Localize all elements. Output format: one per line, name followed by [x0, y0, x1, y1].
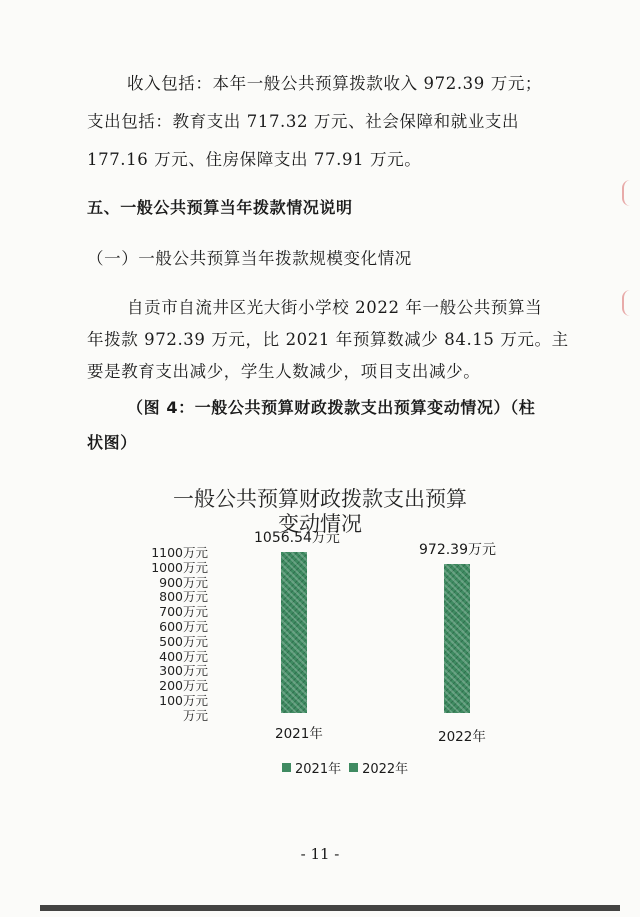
- y-tick-label: 1000万元: [151, 559, 208, 575]
- body-para-2: 年拨款 972.39 万元，比 2021 年预算数减少 84.15 万元。主: [87, 330, 569, 349]
- y-tick-label: 800万元: [159, 589, 208, 605]
- stamp-mark: [622, 180, 640, 206]
- legend-swatch-2022: [349, 763, 358, 772]
- bar-2022年: [444, 564, 470, 713]
- legend-label-2022: 2022年: [362, 762, 409, 777]
- y-tick-label: 100万元: [159, 693, 208, 708]
- chart-title-line1: 一般公共预算财政拨款支出预算: [173, 487, 467, 511]
- figure-caption: （图 4：一般公共预算财政拨款支出预算变动情况）（柱: [127, 398, 536, 417]
- section-heading: 五、一般公共预算当年拨款情况说明: [87, 198, 353, 217]
- expense-line: 支出包括：教育支出 717.32 万元、社会保障和就业支出: [87, 112, 520, 131]
- x-tick-label: 2021年: [275, 726, 323, 742]
- page-number: - 11 -: [300, 845, 340, 863]
- data-label: 1056.54万元: [254, 529, 340, 546]
- y-tick-label: 300万元: [159, 663, 208, 679]
- y-tick-label: 1100万元: [151, 545, 208, 560]
- y-tick-label: 200万元: [159, 678, 208, 694]
- expense-line-cont: 177.16 万元、住房保障支出 77.91 万元。: [87, 150, 422, 169]
- income-line: 收入包括：本年一般公共预算拨款收入 972.39 万元；: [127, 74, 543, 93]
- figure-caption-cont: 状图）: [87, 433, 137, 452]
- bar-2021年: [281, 552, 307, 713]
- y-tick-label: 400万元: [159, 648, 208, 664]
- data-label: 972.39万元: [419, 542, 496, 559]
- legend-swatch-2021: [282, 763, 291, 772]
- chart-title-line2: 变动情况: [278, 512, 362, 536]
- chart-legend: [282, 758, 408, 777]
- y-tick-label: 700万元: [159, 604, 208, 620]
- bottom-border-line: [40, 905, 620, 911]
- y-tick-label: 万元: [182, 707, 208, 723]
- stamp-mark: [622, 290, 640, 316]
- y-tick-label: 900万元: [159, 574, 208, 590]
- body-para-1: 自贡市自流井区光大街小学校 2022 年一般公共预算当: [127, 298, 543, 317]
- y-tick-label: 500万元: [159, 633, 208, 649]
- body-para-3: 要是教育支出减少，学生人数减少，项目支出减少。: [87, 362, 481, 381]
- legend-label-2021: 2021年: [295, 762, 342, 777]
- x-tick-label: 2022年: [438, 729, 486, 745]
- y-tick-label: 600万元: [159, 619, 208, 634]
- sub-heading: （一）一般公共预算当年拨款规模变化情况: [87, 249, 412, 268]
